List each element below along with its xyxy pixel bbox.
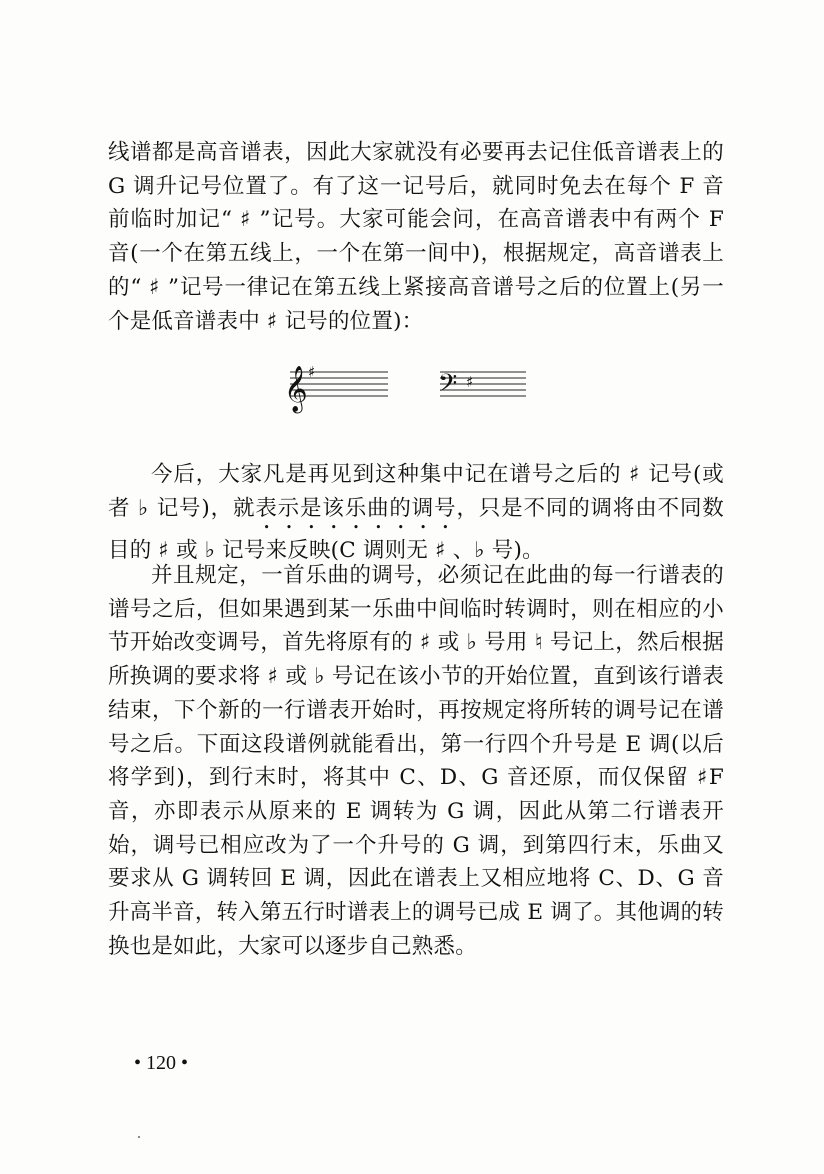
paragraph-text-end: ，只是不同的调将由不同数目的 ♯ 或 ♭ 记号来反映(C 调则无 ♯ 、♭ 号)。: [108, 495, 724, 563]
page-number: • 120 •: [134, 1052, 189, 1074]
paragraph-text: [108, 458, 724, 567]
body-paragraph-1: [108, 136, 724, 338]
treble-clef-icon: 𝄞: [284, 366, 308, 412]
bass-staff: [438, 369, 526, 404]
bass-clef-icon: 𝄢: [438, 369, 458, 404]
emphasized-text: 表示是该乐曲的调号: [255, 495, 457, 521]
treble-staff: [284, 363, 388, 414]
key-signature-staff-figure: [280, 358, 530, 414]
paragraph-text: 并且规定，一首乐曲的调号，必须记在此曲的每一行谱表的谱号之后，但如果遇到某一乐曲中间临时转调时，则在相应的小节开始改变调号，首先将原有的 ♯ 或 ♭ 号用 ♮ 号记上，然后根据所换调的要求将 ♯ 或 ♭ 号记在该小节的开始位置，直到该行谱表结束，下个新的一行谱表开始时，再按规定将所转的调号记在谱号之后。下面这段谱例就能看出，第一行四个升号是 E 调(以后将学到)，到行末时，将其中 C、D、G 音还原，而仅保留 ♯F 音，亦即表示从原来的 E 调转为 G 调，因此从第二行谱表开始，调号已相应改为了一个升号的 G 调，到第四行末，乐曲又要求从 G 调转回 E 调，因此在谱表上又相应地将 C、D、G 音升高半音，转入第五行时谱表上的调号已成 E 调了。其他调的转换也是如此，大家可以逐步自己熟悉。: [108, 563, 724, 959]
body-paragraph-3: [108, 559, 724, 963]
body-paragraph-2: [108, 458, 724, 567]
sharp-icon: ♯: [466, 373, 474, 391]
paragraph-text-start: 今后，大家凡是再见到这种集中记在谱号之后的 ♯ 记号(或者 ♭ 记号)，就: [108, 462, 724, 521]
scan-speck: [138, 1136, 140, 1138]
sharp-icon: ♯: [308, 363, 316, 381]
paragraph-text: 线谱都是高音谱表，因此大家就没有必要再去记住低音谱表上的G 调升记号位置了。有了这一记号后，就同时免去在每个 F 音前临时加记“ ♯ ”记号。大家可能会问，在高音谱表中有两个 F 音(一个在第五线上，一个在第一间中)，根据规定，高音谱表上的“ ♯ ”记号一律记在第五线上紧接高音谱号之后的位置上(另一个是低音谱表中 ♯ 记号的位置)：: [108, 140, 724, 334]
